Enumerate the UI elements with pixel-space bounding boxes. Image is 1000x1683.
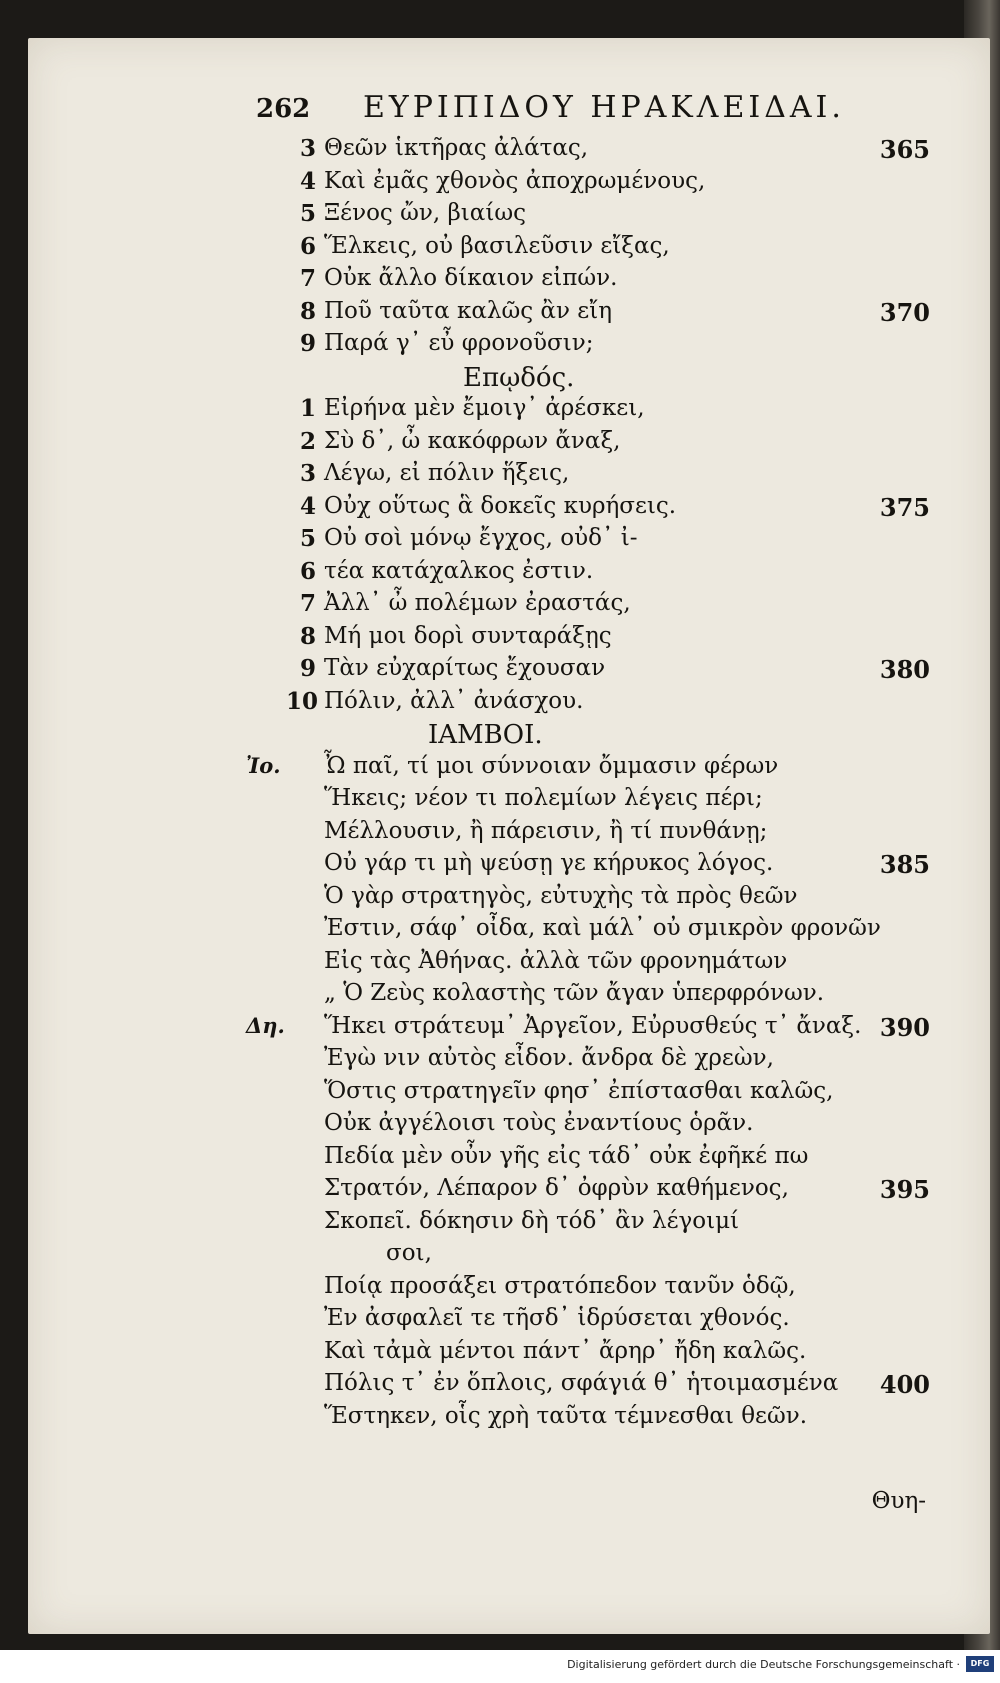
verse-count-margin: 375 bbox=[879, 492, 930, 522]
verse-line bbox=[28, 298, 990, 332]
verse-line bbox=[28, 428, 990, 462]
verse-text: Ὦ παῖ, τί μοι σύννοιαν ὄμμασιν φέρων bbox=[324, 752, 779, 779]
verse-text: Ἀλλ᾽ ὦ πολέμων ἐραστάς, bbox=[324, 590, 631, 616]
line-number: 2 bbox=[299, 427, 316, 455]
verse-line bbox=[28, 1045, 990, 1079]
speaker-label: Δη. bbox=[246, 1012, 285, 1038]
verse-text: Οὐκ ἀγγέλοισι τοὺς ἐναντίους ὁρᾶν. bbox=[324, 1110, 754, 1136]
verse-text: Ποῦ ταῦτα καλῶς ἂν εἴη bbox=[324, 297, 612, 324]
page-number: 262 bbox=[256, 94, 311, 124]
verse-text: Ποίᾳ προσάξει στρατόπεδον τανῦν ὁδῷ, bbox=[324, 1272, 796, 1299]
line-number: 6 bbox=[299, 232, 316, 260]
verse-line bbox=[28, 785, 990, 819]
line-number: 5 bbox=[299, 525, 316, 552]
verse-line bbox=[28, 1208, 990, 1242]
verse-text: Οὐ σοὶ μόνῳ ἔγχος, οὐδ᾽ ἰ- bbox=[324, 525, 638, 551]
verse-text: Ἐστιν, σάφ᾽ οἶδα, καὶ μάλ᾽ οὐ σμικρὸν φρονῶν bbox=[324, 915, 881, 941]
verse-line bbox=[28, 948, 990, 982]
verse-line bbox=[28, 460, 990, 494]
verse-line bbox=[28, 1403, 990, 1437]
line-number: 7 bbox=[299, 265, 316, 292]
verse-text: Εἰρήνα μὲν ἔμοιγ᾽ ἀρέσκει, bbox=[324, 395, 645, 421]
verse-line bbox=[28, 395, 990, 429]
verse-text: Μέλλουσιν, ἢ πάρεισιν, ἢ τί πυνθάνῃ; bbox=[324, 817, 768, 844]
section-heading-iambi: ΙΑΜΒΟΙ. bbox=[428, 720, 543, 750]
digitization-footer bbox=[0, 1650, 1000, 1683]
verse-text: Ὅστις στρατηγεῖν φησ᾽ ἐπίστασθαι καλῶς, bbox=[324, 1077, 834, 1104]
verse-text: Καὶ ἐμᾶς χθονὸς ἀποχρωμένους, bbox=[324, 167, 706, 194]
verse-line bbox=[28, 590, 990, 624]
verse-count-margin: 395 bbox=[879, 1175, 930, 1204]
verse-count-margin: 385 bbox=[879, 850, 930, 879]
verse-text: Καὶ τἀμὰ μέντοι πάντ᾽ ἄρηρ᾽ ἤδη καλῶς. bbox=[324, 1337, 807, 1364]
line-number: 8 bbox=[299, 297, 316, 325]
verse-line bbox=[28, 915, 990, 949]
verse-text: Ξένος ὤν, βιαίως bbox=[324, 200, 526, 226]
verse-text: Ἕλκεις, οὐ βασιλεῦσιν εἴξας, bbox=[324, 232, 670, 259]
verse-line bbox=[28, 168, 990, 202]
line-number: 4 bbox=[299, 167, 316, 195]
verse-text: Τὰν εὐχαρίτως ἔχουσαν bbox=[324, 655, 606, 681]
verse-line bbox=[28, 688, 990, 722]
line-number: 6 bbox=[299, 557, 316, 585]
verse-line bbox=[28, 1338, 990, 1372]
page-header bbox=[28, 90, 990, 130]
verse-line bbox=[28, 883, 990, 917]
verse-line bbox=[28, 233, 990, 267]
verse-text: Θεῶν ἱκτῆρας ἀλάτας, bbox=[324, 135, 589, 161]
verse-line bbox=[28, 1273, 990, 1307]
line-number: 10 bbox=[286, 687, 319, 715]
verse-line bbox=[28, 200, 990, 234]
verse-count-margin: 390 bbox=[879, 1012, 930, 1042]
verse-line bbox=[28, 818, 990, 852]
verse-line bbox=[28, 265, 990, 299]
verse-text: Μή μοι δορὶ συνταράξῃς bbox=[324, 622, 612, 649]
verse-text: Ἐγὼ νιν αὐτὸς εἶδον. ἄνδρα δὲ χρεὼν, bbox=[324, 1045, 774, 1071]
verse-text: τέα κατάχαλκος ἐστιν. bbox=[324, 557, 594, 584]
line-number: 8 bbox=[299, 622, 316, 650]
verse-line bbox=[28, 330, 990, 364]
verse-line bbox=[28, 1110, 990, 1144]
verse-text: Οὐκ ἄλλο δίκαιον εἰπών. bbox=[324, 265, 618, 291]
verse-line bbox=[28, 558, 990, 592]
verse-text: Ἐν ἀσφαλεῖ τε τῆσδ᾽ ἱδρύσεται χθονός. bbox=[324, 1305, 790, 1331]
verse-text: „ Ὁ Ζεὺς κολαστὴς τῶν ἄγαν ὑπερφρόνων. bbox=[324, 980, 825, 1006]
verse-line bbox=[28, 1013, 990, 1047]
verse-line bbox=[28, 135, 990, 169]
verse-text: Σκοπεῖ. δόκησιν δὴ τόδ᾽ ἂν λέγοιμί bbox=[324, 1207, 740, 1234]
verse-text: Ὁ γὰρ στρατηγὸς, εὐτυχὴς τὰ πρὸς θεῶν bbox=[324, 882, 798, 909]
verse-count-margin: 400 bbox=[879, 1370, 930, 1399]
verse-text: Ἥκει στράτευμ᾽ Ἀργεῖον, Εὐρυσθεύς τ᾽ ἄναξ. bbox=[324, 1012, 862, 1039]
verse-line bbox=[28, 493, 990, 527]
book-page bbox=[28, 38, 990, 1634]
section-heading-epode: Επῳδός. bbox=[463, 362, 575, 393]
verse-line bbox=[28, 1143, 990, 1177]
speaker-label: Ἰο. bbox=[246, 752, 281, 778]
verse-line bbox=[28, 850, 990, 884]
verse-text: Εἰς τὰς Ἀθήνας. ἀλλὰ τῶν φρονημάτων bbox=[324, 947, 788, 974]
verse-text: σοι, bbox=[386, 1240, 432, 1266]
line-number: 4 bbox=[299, 492, 316, 520]
line-number: 9 bbox=[299, 330, 316, 357]
verse-text: Πόλιν, ἀλλ᾽ ἀνάσχου. bbox=[324, 687, 584, 714]
line-number: 3 bbox=[299, 460, 316, 487]
verse-text: Οὐ γάρ τι μὴ ψεύσῃ γε κήρυκος λόγος. bbox=[324, 850, 774, 876]
line-number: 9 bbox=[299, 655, 316, 682]
verse-line bbox=[28, 753, 990, 787]
verse-line bbox=[28, 623, 990, 657]
line-number: 7 bbox=[299, 590, 316, 617]
verse-line bbox=[28, 1078, 990, 1112]
verse-line bbox=[28, 1305, 990, 1339]
verse-text: Στρατόν, Λέπαρον δ᾽ ὀφρὺν καθήμενος, bbox=[324, 1175, 789, 1201]
catchword: Θυη- bbox=[871, 1488, 926, 1514]
line-number: 5 bbox=[299, 200, 316, 227]
verse-text: Ἥκεις; νέον τι πολεμίων λέγεις πέρι; bbox=[324, 785, 763, 811]
verse-text: Λέγω, εἰ πόλιν ἥξεις, bbox=[324, 460, 570, 486]
verse-count-margin: 370 bbox=[879, 297, 930, 327]
verse-text: Πόλις τ᾽ ἐν ὅπλοις, σφάγιά θ᾽ ἡτοιμασμένα bbox=[324, 1370, 839, 1396]
verse-line bbox=[28, 1240, 990, 1274]
verse-line bbox=[28, 1370, 990, 1404]
running-title: ΕΥΡΙΠΙΔΟΥ ΗΡΑΚΛΕΙΔΑΙ. bbox=[363, 90, 845, 125]
verse-text: Οὐχ οὕτως ἃ δοκεῖς κυρήσεις. bbox=[324, 492, 677, 519]
verse-count-margin: 365 bbox=[879, 135, 930, 164]
verse-line bbox=[28, 525, 990, 559]
verse-text: Πεδία μὲν οὖν γῆς εἰς τάδ᾽ οὐκ ἐφῆκέ πω bbox=[324, 1142, 809, 1169]
footer-credit: Digitalisierung gefördert durch die Deutsche Forschungsgemeinschaft · bbox=[567, 1658, 960, 1671]
line-number: 3 bbox=[299, 135, 316, 162]
verse-count-margin: 380 bbox=[879, 655, 930, 684]
verse-text: Σὺ δ᾽, ὦ κακόφρων ἄναξ, bbox=[324, 427, 621, 454]
dfg-logo: DFG bbox=[966, 1656, 994, 1672]
verse-line bbox=[28, 1175, 990, 1209]
line-number: 1 bbox=[299, 395, 316, 422]
verse-text: Παρά γ᾽ εὖ φρονοῦσιν; bbox=[324, 330, 594, 356]
verse-line bbox=[28, 980, 990, 1014]
verse-text: Ἕστηκεν, οἷς χρὴ ταῦτα τέμνεσθαι θεῶν. bbox=[324, 1402, 808, 1429]
verse-line bbox=[28, 655, 990, 689]
